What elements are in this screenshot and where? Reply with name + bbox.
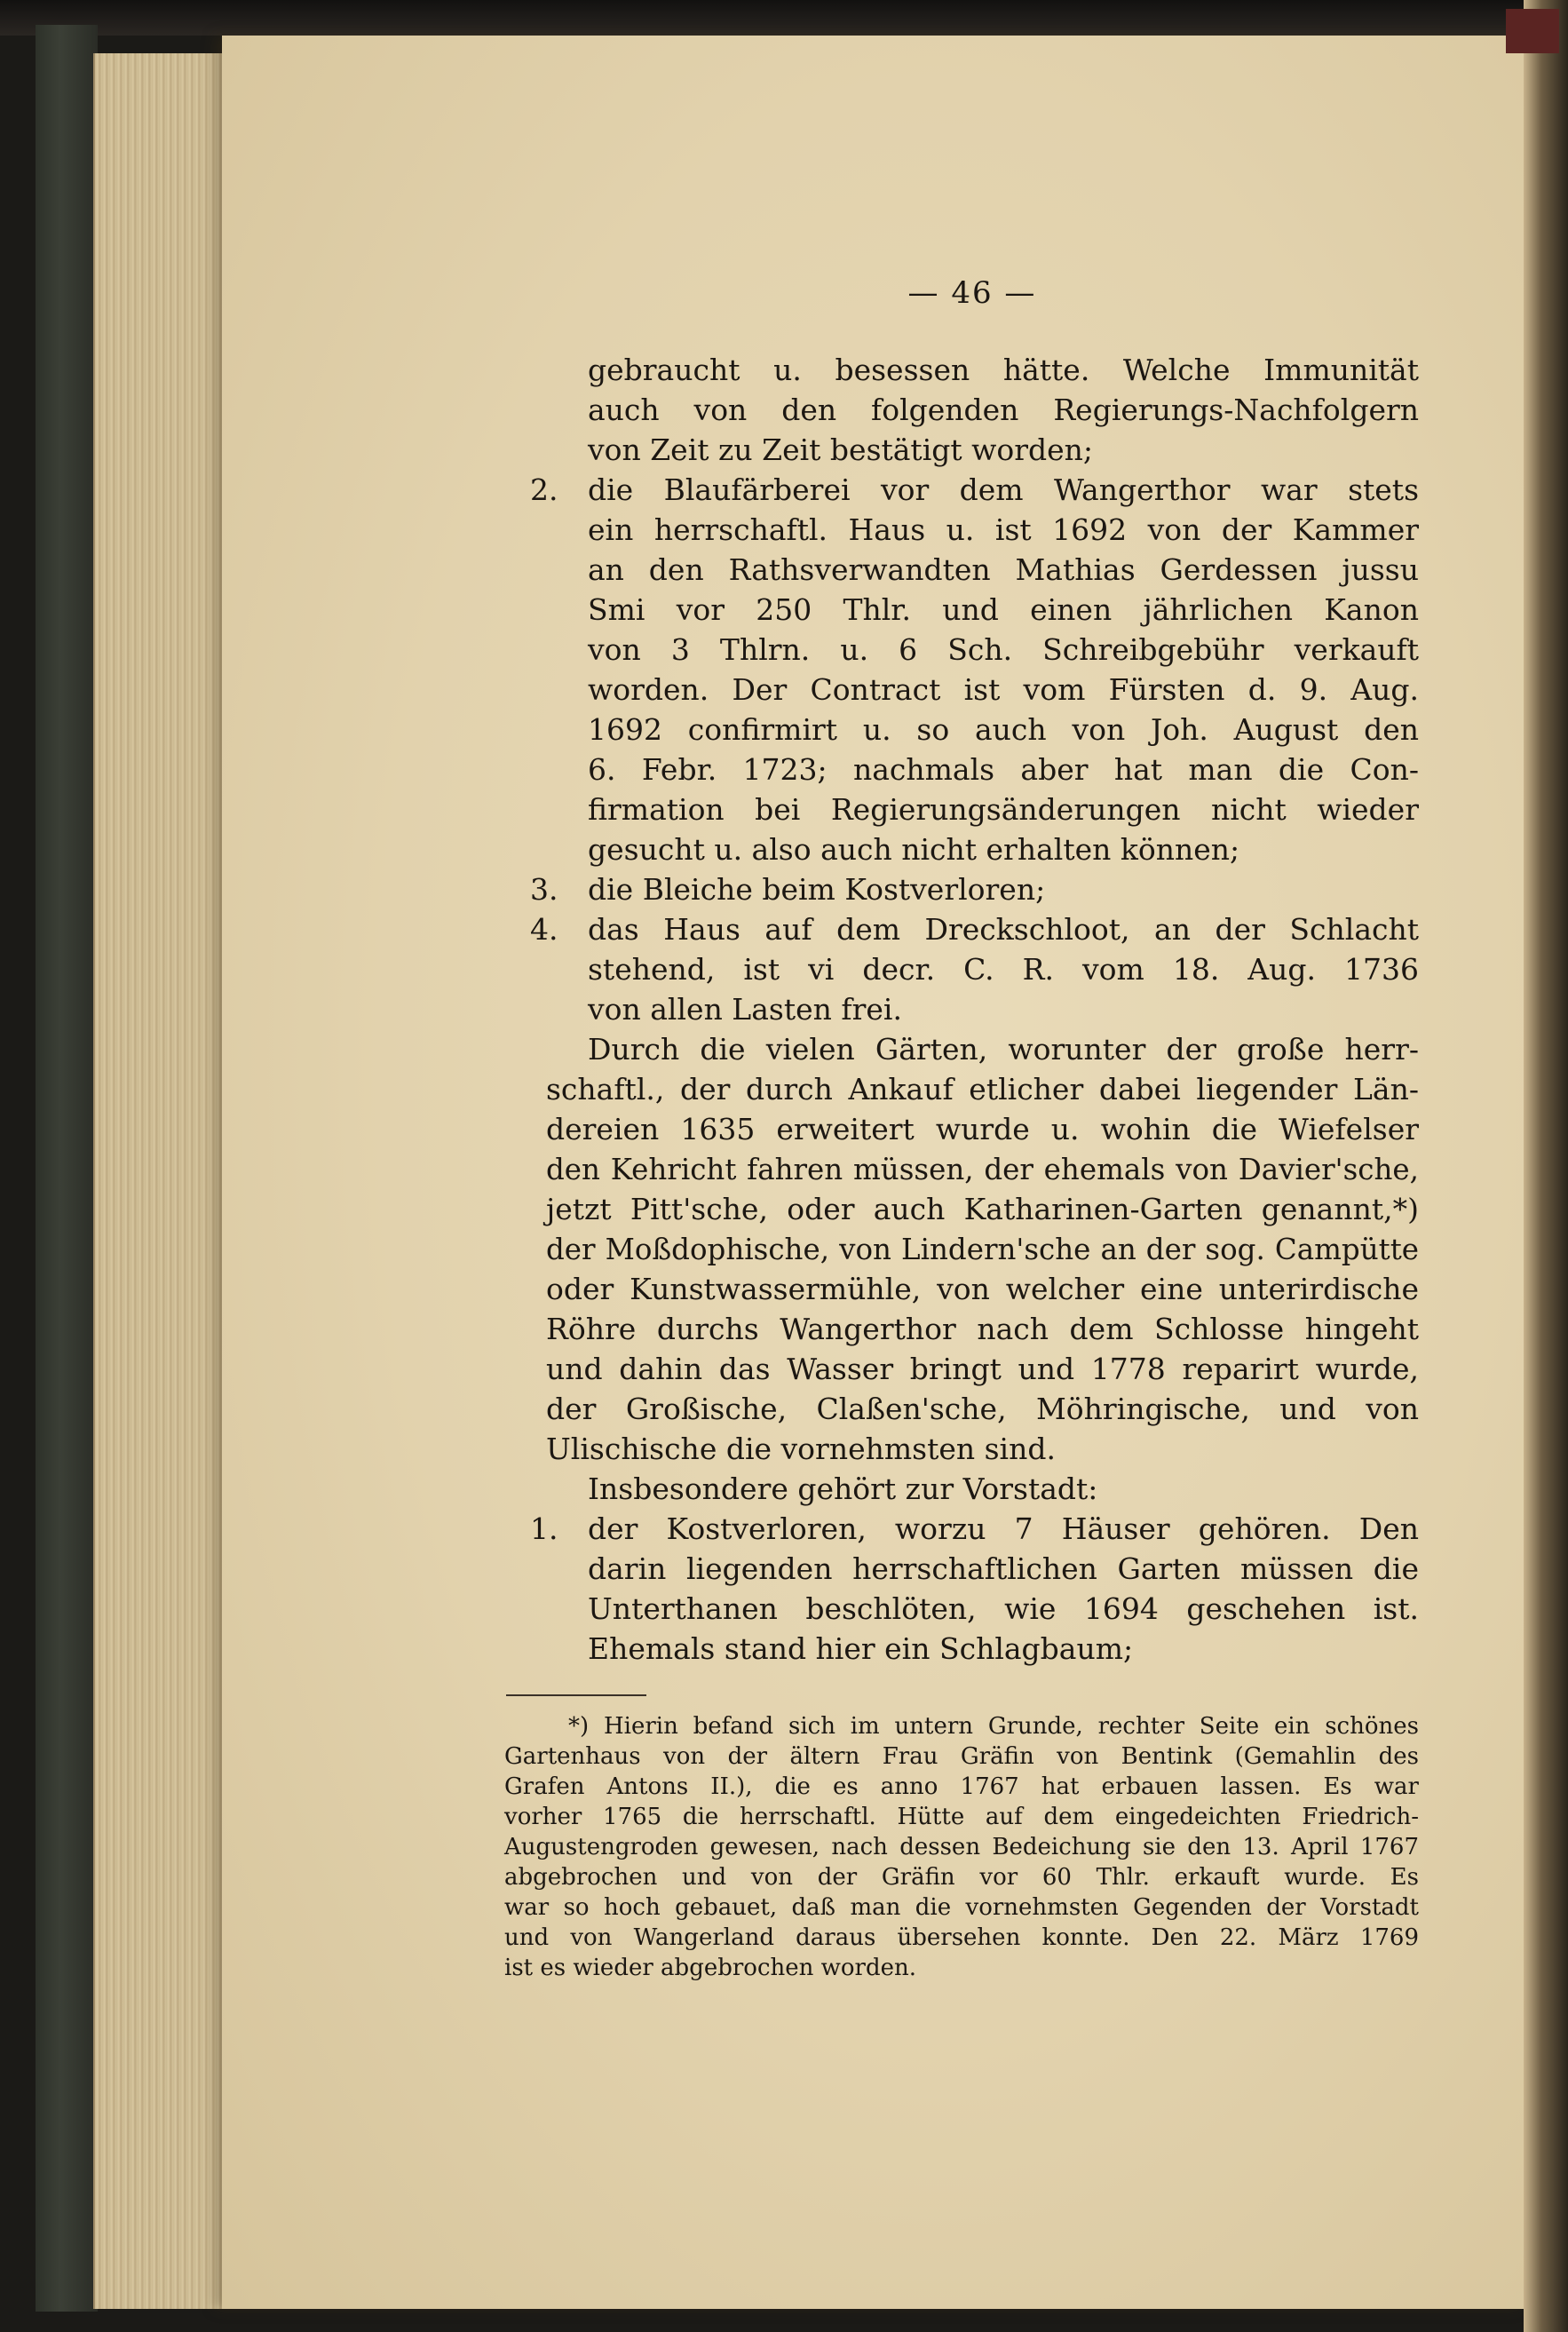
footnote-line: Gartenhaus von der ältern Frau Gräfin von Bentink (Gemahlin des bbox=[504, 1743, 1419, 1770]
page-number: — 46 — bbox=[907, 275, 1037, 311]
body-line: darin liegenden herrschaftlichen Garten müssen die bbox=[588, 1551, 1419, 1586]
item-number: 4. bbox=[530, 912, 558, 947]
footnote-line: Augustengroden gewesen, nach dessen Bedeichung sie den 13. April 1767 bbox=[504, 1834, 1419, 1860]
book-top-edge bbox=[0, 0, 1568, 36]
footnote-rule bbox=[506, 1694, 646, 1696]
body-line: an den Rathsverwandten Mathias Gerdessen jussu bbox=[588, 552, 1419, 587]
body-line: 6. Febr. 1723; nachmals aber hat man die Con- bbox=[588, 752, 1419, 787]
footnote-line: Grafen Antons II.), die es anno 1767 hat erbauen lassen. Es war bbox=[504, 1773, 1419, 1800]
body-line: von allen Lasten frei. bbox=[588, 992, 902, 1027]
body-line: auch von den folgenden Regierungs-Nachfolgern bbox=[588, 393, 1419, 427]
item-number: 2. bbox=[530, 472, 558, 507]
footnote-line: ist es wieder abgebrochen worden. bbox=[504, 1955, 917, 1981]
body-line: den Kehricht fahren müssen, der ehemals von Davier'sche, bbox=[546, 1153, 1419, 1186]
body-line: gebraucht u. besessen hätte. Welche Immunität bbox=[588, 353, 1419, 387]
body-line: das Haus auf dem Dreckschloot, an der Schlacht bbox=[588, 912, 1419, 947]
body-line: Ehemals stand hier ein Schlagbaum; bbox=[588, 1631, 1134, 1666]
footnote-line: war so hoch gebauet, daß man die vornehmsten Gegenden der Vorstadt bbox=[504, 1894, 1419, 1921]
body-line: Ulischische die vornehmsten sind. bbox=[546, 1432, 1056, 1466]
body-line: Insbesondere gehört zur Vorstadt: bbox=[588, 1471, 1098, 1506]
body-line: die Bleiche beim Kostverloren; bbox=[588, 872, 1046, 907]
book-spine bbox=[1524, 0, 1568, 2332]
item-number: 1. bbox=[530, 1511, 558, 1546]
footnote-line: und von Wangerland daraus übersehen konnte. Den 22. März 1769 bbox=[504, 1924, 1419, 1951]
body-line: der Großische, Claßen'sche, Möhringische, und von bbox=[546, 1392, 1419, 1426]
body-line: schaftl., der durch Ankauf etlicher dabei liegender Län- bbox=[546, 1072, 1419, 1107]
book-cover-edge bbox=[36, 25, 98, 2312]
body-line: stehend, ist vi decr. C. R. vom 18. Aug. 1736 bbox=[588, 952, 1419, 987]
item-number: 3. bbox=[530, 872, 558, 907]
body-line: gesucht u. also auch nicht erhalten können; bbox=[588, 832, 1240, 867]
bookmark-ribbon bbox=[1506, 9, 1559, 53]
body-line: und dahin das Wasser bringt und 1778 reparirt wurde, bbox=[546, 1352, 1419, 1386]
body-line: ein herrschaftl. Haus u. ist 1692 von der Kammer bbox=[588, 512, 1419, 547]
body-line: firmation bei Regierungsänderungen nicht wieder bbox=[588, 792, 1419, 827]
footnote-line: abgebrochen und von der Gräfin vor 60 Thlr. erkauft wurde. Es bbox=[504, 1864, 1419, 1891]
body-line: oder Kunstwassermühle, von welcher eine unterirdische bbox=[546, 1272, 1419, 1306]
body-line: jetzt Pitt'sche, oder auch Katharinen-Garten genannt,*) bbox=[546, 1192, 1419, 1226]
body-line: dereien 1635 erweitert wurde u. wohin die Wiefelser bbox=[546, 1112, 1419, 1146]
body-line: Unterthanen beschlöten, wie 1694 geschehen ist. bbox=[588, 1591, 1419, 1626]
body-line: von 3 Thlrn. u. 6 Sch. Schreibgebühr verkauft bbox=[588, 632, 1419, 667]
footnote-line: *) Hierin befand sich im untern Grunde, rechter Seite ein schönes bbox=[568, 1713, 1419, 1740]
body-line: von Zeit zu Zeit bestätigt worden; bbox=[588, 432, 1094, 467]
body-line: der Kostverloren, worzu 7 Häuser gehören. Den bbox=[588, 1511, 1419, 1546]
body-line: der Moßdophische, von Lindern'sche an der sog. Campütte bbox=[546, 1233, 1419, 1266]
body-line: Durch die vielen Gärten, worunter der große herr- bbox=[588, 1032, 1419, 1067]
body-line: Röhre durchs Wangerthor nach dem Schlosse hingeht bbox=[546, 1312, 1419, 1346]
body-line: Smi vor 250 Thlr. und einen jährlichen Kanon bbox=[588, 592, 1419, 627]
body-line: die Blaufärberei vor dem Wangerthor war stets bbox=[588, 472, 1419, 507]
body-line: 1692 confirmirt u. so auch von Joh. August den bbox=[588, 712, 1419, 747]
footnote-line: vorher 1765 die herrschaftl. Hütte auf dem eingedeichten Friedrich- bbox=[504, 1804, 1419, 1830]
body-line: worden. Der Contract ist vom Fürsten d. 9. Aug. bbox=[588, 672, 1419, 707]
